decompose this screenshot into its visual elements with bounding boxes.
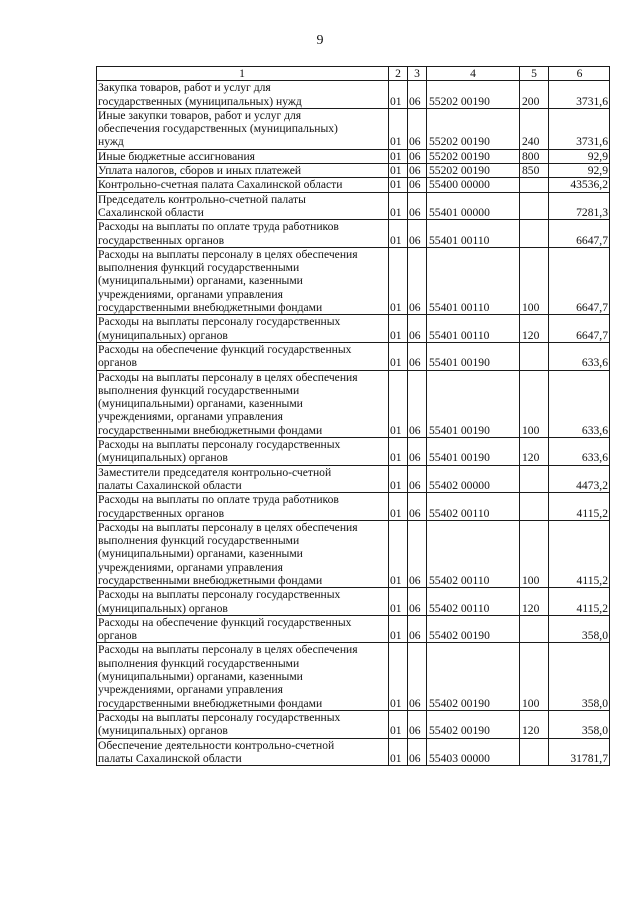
table-row — [97, 615, 610, 643]
row-subsection-code — [408, 643, 427, 710]
row-section-code — [389, 149, 408, 163]
row-section-code — [389, 220, 408, 248]
row-subsection-code-text: 06 — [409, 178, 421, 192]
row-description-text: Расходы на обеспечение функций государственных органов — [98, 342, 352, 370]
row-description — [97, 370, 389, 437]
row-target-code-text: 55402 00190 — [429, 724, 490, 738]
row-section-code-text: 01 — [390, 135, 402, 149]
row-subsection-code — [408, 588, 427, 616]
row-expense-type — [520, 108, 549, 149]
row-description-text: Расходы на выплаты персоналу государственных (муниципальных) органов — [98, 438, 341, 465]
row-amount — [549, 108, 610, 149]
row-description — [97, 178, 389, 192]
row-description-text: Иные бюджетные ассигнования — [98, 149, 255, 163]
row-target-code-text: 55401 00190 — [429, 356, 490, 370]
row-target-code — [427, 192, 520, 220]
row-target-code-text: 55403 00000 — [429, 751, 490, 765]
row-section-code-text: 01 — [390, 629, 402, 643]
row-expense-type — [520, 493, 549, 521]
row-expense-type — [520, 588, 549, 616]
header-cell: 6 — [549, 67, 610, 81]
row-section-code — [389, 164, 408, 178]
row-subsection-code-text: 06 — [409, 629, 421, 643]
row-expense-type — [520, 438, 549, 466]
row-section-code-text: 01 — [390, 751, 402, 765]
row-section-code-text: 01 — [390, 423, 402, 437]
row-amount — [549, 192, 610, 220]
table-row — [97, 465, 610, 493]
row-description-text: Расходы на выплаты персоналу государственных (муниципальных) органов — [98, 315, 341, 342]
row-target-code-text: 55402 00190 — [429, 696, 490, 710]
row-target-code-text: 55402 00190 — [429, 629, 490, 643]
table-row — [97, 192, 610, 220]
table-row — [97, 710, 610, 738]
row-expense-type — [520, 465, 549, 493]
row-amount-text: 4473,2 — [576, 478, 608, 492]
row-amount-text: 358,0 — [581, 724, 608, 738]
row-target-code-text: 55401 00110 — [429, 233, 490, 247]
row-subsection-code-text: 06 — [409, 751, 421, 765]
row-section-code-text: 01 — [390, 149, 402, 163]
row-target-code-text: 55401 00190 — [429, 451, 490, 465]
row-description — [97, 465, 389, 493]
table-header-row — [97, 67, 610, 81]
row-subsection-code-text: 06 — [409, 601, 421, 615]
row-target-code — [427, 149, 520, 163]
row-subsection-code-text: 06 — [409, 506, 421, 520]
header-cell: 3 — [408, 67, 427, 81]
row-target-code-text: 55401 00110 — [429, 328, 490, 342]
row-subsection-code-text: 06 — [409, 724, 421, 738]
row-expense-type-text: 240 — [522, 135, 540, 149]
row-expense-type — [520, 370, 549, 437]
row-target-code — [427, 81, 520, 109]
row-subsection-code — [408, 315, 427, 343]
row-subsection-code — [408, 108, 427, 149]
row-section-code — [389, 438, 408, 466]
row-description-text: Расходы на обеспечение функций государственных органов — [98, 615, 352, 643]
table-row — [97, 164, 610, 178]
table-row — [97, 315, 610, 343]
row-target-code-text: 55402 00110 — [429, 601, 490, 615]
row-section-code-text: 01 — [390, 573, 402, 587]
row-target-code-text: 55401 00000 — [429, 205, 490, 219]
row-description — [97, 220, 389, 248]
row-description-text: Председатель контрольно-счетной палаты Сахалинской области — [98, 192, 306, 219]
table-row — [97, 81, 610, 109]
row-description-text: Расходы на выплаты персоналу в целях обеспечения выполнения функций государственными (муниципальными) органами, казенными учреждениями, органами управления государственными внебюджетными фондами — [98, 370, 358, 437]
row-description — [97, 588, 389, 616]
row-section-code — [389, 588, 408, 616]
row-amount-text: 3731,6 — [576, 94, 608, 108]
row-target-code-text: 55202 00190 — [429, 135, 490, 149]
row-description-text: Расходы на выплаты по оплате труда работников государственных органов — [98, 493, 339, 520]
row-subsection-code — [408, 438, 427, 466]
row-description-text: Закупка товаров, работ и услуг для государственных (муниципальных) нужд — [98, 81, 302, 108]
row-subsection-code-text: 06 — [409, 573, 421, 587]
row-target-code — [427, 108, 520, 149]
row-section-code — [389, 315, 408, 343]
row-subsection-code — [408, 520, 427, 587]
row-amount — [549, 615, 610, 643]
row-description-text: Уплата налогов, сборов и иных платежей — [98, 164, 302, 178]
row-target-code — [427, 370, 520, 437]
row-expense-type — [520, 247, 549, 314]
row-subsection-code — [408, 710, 427, 738]
row-target-code-text: 55202 00190 — [429, 94, 490, 108]
row-expense-type — [520, 615, 549, 643]
row-expense-type — [520, 710, 549, 738]
row-description — [97, 192, 389, 220]
row-description-text: Заместители председателя контрольно-счетной палаты Сахалинской области — [98, 465, 332, 492]
row-description — [97, 438, 389, 466]
row-section-code — [389, 738, 408, 766]
row-target-code — [427, 342, 520, 370]
row-target-code-text: 55401 00190 — [429, 423, 490, 437]
row-section-code — [389, 342, 408, 370]
row-expense-type — [520, 220, 549, 248]
row-amount-text: 92,9 — [587, 149, 608, 163]
row-amount-text: 31781,7 — [570, 751, 608, 765]
row-amount — [549, 643, 610, 710]
row-section-code-text: 01 — [390, 478, 402, 492]
row-section-code-text: 01 — [390, 233, 402, 247]
row-description — [97, 493, 389, 521]
header-cell: 2 — [389, 67, 408, 81]
row-amount — [549, 164, 610, 178]
row-amount — [549, 247, 610, 314]
row-section-code-text: 01 — [390, 451, 402, 465]
row-subsection-code-text: 06 — [409, 135, 421, 149]
budget-table — [96, 66, 610, 766]
row-subsection-code — [408, 465, 427, 493]
row-amount — [549, 178, 610, 192]
row-amount-text: 633,6 — [581, 356, 608, 370]
row-subsection-code — [408, 370, 427, 437]
row-description-text: Контрольно-счетная палата Сахалинской области — [98, 178, 343, 192]
row-amount — [549, 520, 610, 587]
row-expense-type — [520, 81, 549, 109]
row-amount-text: 6647,7 — [576, 233, 608, 247]
row-subsection-code — [408, 220, 427, 248]
row-description — [97, 315, 389, 343]
row-subsection-code — [408, 738, 427, 766]
row-description — [97, 149, 389, 163]
row-section-code — [389, 615, 408, 643]
row-section-code-text: 01 — [390, 601, 402, 615]
table-row — [97, 108, 610, 149]
row-section-code — [389, 710, 408, 738]
row-target-code — [427, 220, 520, 248]
header-cell: 1 — [97, 67, 389, 81]
row-expense-type-text: 100 — [522, 423, 540, 437]
row-amount-text: 4115,2 — [576, 506, 608, 520]
row-expense-type — [520, 520, 549, 587]
row-amount-text: 4115,2 — [576, 573, 608, 587]
row-expense-type-text: 120 — [522, 601, 540, 615]
row-section-code — [389, 493, 408, 521]
table-row — [97, 220, 610, 248]
row-section-code-text: 01 — [390, 328, 402, 342]
row-expense-type — [520, 178, 549, 192]
row-expense-type — [520, 164, 549, 178]
table-row — [97, 247, 610, 314]
table-row — [97, 178, 610, 192]
row-description — [97, 342, 389, 370]
row-target-code — [427, 493, 520, 521]
row-section-code-text: 01 — [390, 94, 402, 108]
row-amount-text: 6647,7 — [576, 328, 608, 342]
row-expense-type — [520, 315, 549, 343]
row-amount-text: 7281,3 — [576, 205, 608, 219]
row-target-code — [427, 738, 520, 766]
table-row — [97, 643, 610, 710]
row-subsection-code-text: 06 — [409, 94, 421, 108]
row-description — [97, 164, 389, 178]
row-description-text: Расходы на выплаты персоналу в целях обеспечения выполнения функций государственными (муниципальными) органами, казенными учреждениями, органами управления государственными внебюджетными фондами — [98, 520, 358, 587]
row-description — [97, 108, 389, 149]
header-cell: 4 — [427, 67, 520, 81]
row-subsection-code — [408, 81, 427, 109]
row-expense-type-text: 100 — [522, 301, 540, 315]
row-section-code-text: 01 — [390, 178, 402, 192]
row-amount-text: 3731,6 — [576, 135, 608, 149]
row-expense-type-text: 120 — [522, 451, 540, 465]
row-target-code — [427, 315, 520, 343]
row-amount — [549, 81, 610, 109]
row-amount-text: 92,9 — [587, 164, 608, 178]
table-row — [97, 493, 610, 521]
row-section-code — [389, 247, 408, 314]
row-amount — [549, 342, 610, 370]
row-description-text: Расходы на выплаты персоналу государственных (муниципальных) органов — [98, 588, 341, 615]
row-amount — [549, 493, 610, 521]
table-row — [97, 588, 610, 616]
row-expense-type — [520, 643, 549, 710]
row-subsection-code — [408, 493, 427, 521]
row-amount — [549, 149, 610, 163]
row-amount — [549, 465, 610, 493]
table-row — [97, 370, 610, 437]
table-row — [97, 438, 610, 466]
row-amount-text: 358,0 — [581, 696, 608, 710]
row-subsection-code-text: 06 — [409, 478, 421, 492]
row-target-code — [427, 465, 520, 493]
row-description-text: Обеспечение деятельности контрольно-счетной палаты Сахалинской области — [98, 738, 335, 765]
row-subsection-code — [408, 615, 427, 643]
row-target-code-text: 55202 00190 — [429, 164, 490, 178]
row-description-text: Расходы на выплаты персоналу в целях обеспечения выполнения функций государственными (муниципальными) органами, казенными учреждениями, органами управления государственными внебюджетными фондами — [98, 643, 358, 710]
row-amount — [549, 315, 610, 343]
row-description — [97, 81, 389, 109]
row-section-code-text: 01 — [390, 301, 402, 315]
row-amount — [549, 738, 610, 766]
row-target-code — [427, 247, 520, 314]
row-target-code — [427, 164, 520, 178]
row-target-code — [427, 615, 520, 643]
row-subsection-code-text: 06 — [409, 451, 421, 465]
row-target-code — [427, 178, 520, 192]
row-description — [97, 738, 389, 766]
row-expense-type-text: 100 — [522, 696, 540, 710]
row-amount — [549, 370, 610, 437]
row-subsection-code-text: 06 — [409, 423, 421, 437]
table-row — [97, 342, 610, 370]
row-section-code-text: 01 — [390, 506, 402, 520]
row-subsection-code — [408, 247, 427, 314]
row-subsection-code-text: 06 — [409, 149, 421, 163]
table-row — [97, 738, 610, 766]
row-target-code — [427, 438, 520, 466]
row-amount-text: 43536,2 — [570, 178, 608, 192]
row-description — [97, 615, 389, 643]
row-target-code-text: 55402 00110 — [429, 506, 490, 520]
row-description — [97, 520, 389, 587]
row-expense-type-text: 800 — [522, 149, 540, 163]
row-expense-type — [520, 342, 549, 370]
row-section-code — [389, 370, 408, 437]
row-amount — [549, 438, 610, 466]
row-description — [97, 710, 389, 738]
row-description-text: Расходы на выплаты персоналу в целях обеспечения выполнения функций государственными (муниципальными) органами, казенными учреждениями, органами управления государственными внебюджетными фондами — [98, 247, 358, 315]
row-subsection-code-text: 06 — [409, 164, 421, 178]
header-cell: 5 — [520, 67, 549, 81]
row-subsection-code-text: 06 — [409, 205, 421, 219]
row-section-code — [389, 465, 408, 493]
page-number: 9 — [316, 33, 324, 48]
row-amount-text: 358,0 — [581, 629, 608, 643]
row-subsection-code-text: 06 — [409, 328, 421, 342]
row-subsection-code-text: 06 — [409, 233, 421, 247]
row-expense-type — [520, 149, 549, 163]
row-expense-type — [520, 738, 549, 766]
row-subsection-code — [408, 192, 427, 220]
row-amount-text: 633,6 — [581, 423, 608, 437]
row-section-code-text: 01 — [390, 724, 402, 738]
row-section-code — [389, 520, 408, 587]
row-expense-type-text: 120 — [522, 724, 540, 738]
row-target-code-text: 55400 00000 — [429, 178, 490, 192]
row-subsection-code — [408, 164, 427, 178]
row-amount — [549, 220, 610, 248]
row-target-code-text: 55202 00190 — [429, 149, 490, 163]
row-target-code — [427, 588, 520, 616]
row-target-code-text: 55402 00110 — [429, 573, 490, 587]
row-description-text: Расходы на выплаты по оплате труда работников государственных органов — [98, 220, 339, 247]
row-section-code-text: 01 — [390, 205, 402, 219]
table-row — [97, 520, 610, 587]
row-description-text: Расходы на выплаты персоналу государственных (муниципальных) органов — [98, 710, 341, 738]
row-amount — [549, 588, 610, 616]
row-section-code — [389, 192, 408, 220]
row-target-code — [427, 643, 520, 710]
row-amount-text: 6647,7 — [576, 301, 608, 315]
row-section-code — [389, 178, 408, 192]
row-subsection-code — [408, 149, 427, 163]
row-target-code-text: 55401 00110 — [429, 301, 490, 315]
row-amount — [549, 710, 610, 738]
row-description — [97, 247, 389, 314]
row-expense-type — [520, 192, 549, 220]
table-row — [97, 149, 610, 163]
row-section-code-text: 01 — [390, 356, 402, 370]
row-description — [97, 643, 389, 710]
row-expense-type-text: 850 — [522, 164, 540, 178]
row-amount-text: 4115,2 — [576, 601, 608, 615]
row-subsection-code — [408, 342, 427, 370]
row-target-code — [427, 710, 520, 738]
row-section-code — [389, 108, 408, 149]
row-subsection-code-text: 06 — [409, 356, 421, 370]
row-target-code — [427, 520, 520, 587]
row-amount-text: 633,6 — [581, 451, 608, 465]
row-description-text: Иные закупки товаров, работ и услуг для обеспечения государственных (муниципальных) нужд — [98, 108, 338, 149]
row-section-code-text: 01 — [390, 696, 402, 710]
row-section-code-text: 01 — [390, 164, 402, 178]
row-expense-type-text: 100 — [522, 573, 540, 587]
row-subsection-code-text: 06 — [409, 301, 421, 315]
row-section-code — [389, 81, 408, 109]
row-expense-type-text: 200 — [522, 94, 540, 108]
row-section-code — [389, 643, 408, 710]
row-target-code-text: 55402 00000 — [429, 478, 490, 492]
row-expense-type-text: 120 — [522, 328, 540, 342]
row-subsection-code — [408, 178, 427, 192]
row-subsection-code-text: 06 — [409, 696, 421, 710]
